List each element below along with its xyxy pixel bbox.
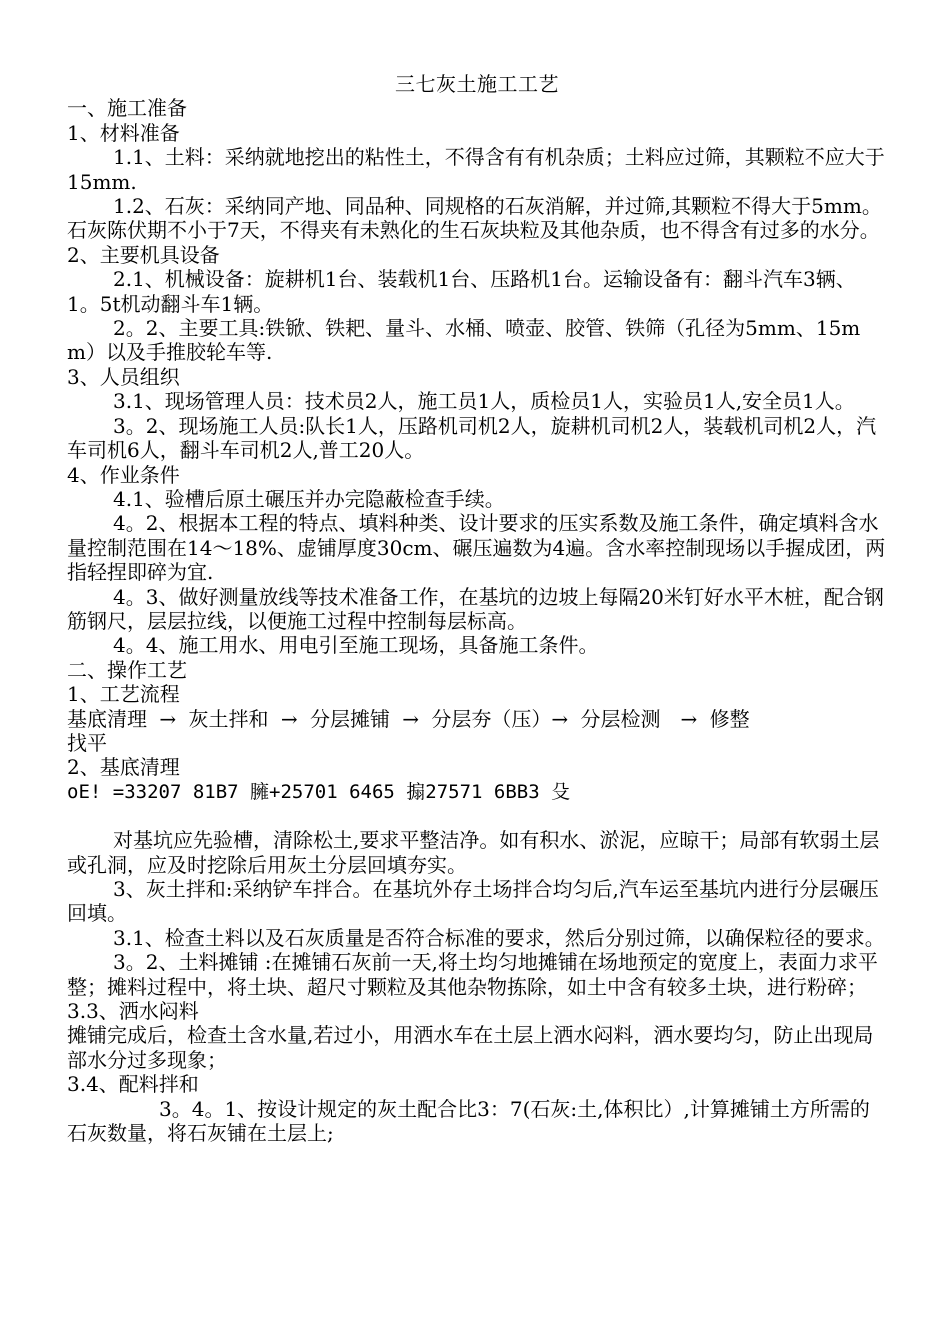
- paragraph: 3。2、现场施工人员:队长1人，压路机司机2人，旋耕机司机2人，装载机司机2人，汽车司机6人，翻斗车司机2人,普工20人。: [67, 413, 877, 463]
- paragraph: 2。2、主要工具:铁锨、铁耙、量斗、水桶、喷壶、胶管、铁筛（孔径为5mm、15mm）以及手推胶轮车等.: [67, 316, 861, 365]
- subsection-heading: 1、材料准备: [67, 120, 180, 145]
- section-heading: 一、施工准备: [67, 96, 187, 121]
- paragraph: 3。2、土料摊铺 :在摊铺石灰前一天,将土均匀地摊铺在场地预定的宽度上，表面力求平整；摊料过程中，将土块、超尺寸颗粒及其他杂物拣除，如土中含有较多土块，进行粉碎；: [67, 950, 878, 999]
- page-title: 三七灰土施工工艺: [395, 72, 559, 96]
- garbled-text-line: oE! =33207 81B7 臃+25701 6465 搧27571 6BB3 殳: [67, 780, 571, 803]
- section-heading: 二、操作工艺: [67, 657, 187, 682]
- blank-line: [67, 804, 887, 828]
- paragraph: 4.1、验槽后原土碾压并办完隐蔽检查手续。: [113, 486, 505, 511]
- subsection-heading: 1、工艺流程: [67, 682, 180, 707]
- document-body: [67, 72, 887, 1145]
- subsection-heading: 4、作业条件: [67, 462, 180, 487]
- paragraph: 3.1、检查土料以及石灰质量是否符合标准的要求，然后分别过筛，以确保粒径的要求。: [113, 925, 885, 950]
- subsection-heading: 3、人员组织: [67, 364, 180, 389]
- paragraph: 3、灰土拌和:采纳铲车拌合。在基坑外存土场拌合均匀后,汽车运至基坑内进行分层碾压回填。: [67, 877, 879, 926]
- subsection-heading: 3.4、配料拌和: [67, 1072, 199, 1097]
- paragraph: 2.1、机械设备：旋耕机1台、装载机1台、压路机1台。运输设备有：翻斗汽车3辆、1。5t机动翻斗车1辆。: [67, 267, 856, 316]
- subsection-heading: 2、主要机具设备: [67, 242, 220, 267]
- process-flow-continuation: 找平: [67, 730, 107, 755]
- paragraph: 对基坑应先验槽，清除松土,要求平整洁净。如有积水、淤泥，应晾干；局部有软弱土层或孔洞，应及时挖除后用灰土分层回填夯实。: [67, 828, 880, 877]
- subsection-heading: 2、基底清理: [67, 755, 180, 780]
- paragraph: 4。2、根据本工程的特点、填料种类、设计要求的压实系数及施工条件，确定填料含水量控制范围在14～18%、虚铺厚度30cm、碾压遍数为4遍。含水率控制现场以手握成团，两指轻捏即碎为宜.: [67, 511, 886, 585]
- subsection-heading: 3.3、洒水闷料: [67, 999, 199, 1024]
- paragraph: 3。4。1、按设计规定的灰土配合比3：7(石灰:土,体积比）,计算摊铺土方所需的石灰数量，将石灰铺在土层上;: [67, 1096, 870, 1146]
- paragraph: 1.2、石灰：采纳同产地、同品种、同规格的石灰消解，并过筛,其颗粒不得大于5mm。石灰陈伏期不小于7天，不得夹有未熟化的生石灰块粒及其他杂质，也不得含有过多的水分。: [67, 194, 882, 243]
- paragraph: 摊铺完成后，检查土含水量,若过小，用洒水车在土层上洒水闷料，洒水要均匀，防止出现局部水分过多现象；: [67, 1023, 874, 1072]
- paragraph: 4。3、做好测量放线等技术准备工作，在基坑的边坡上每隔20米钉好水平木桩，配合钢筋钢尺，层层拉线，以便施工过程中控制每层标高。: [67, 584, 884, 633]
- paragraph: 1.1、土料：采纳就地挖出的粘性土，不得含有有机杂质；土料应过筛，其颗粒不应大于15mm.: [67, 145, 885, 194]
- paragraph: 3.1、现场管理人员：技术员2人，施工员1人，质检员1人，实验员1人,安全员1人。: [113, 389, 855, 414]
- paragraph: 4。4、施工用水、用电引至施工现场，具备施工条件。: [113, 633, 599, 658]
- process-flow: 基底清理 → 灰土拌和 → 分层摊铺 → 分层夯（压）→ 分层检测 → 修整: [67, 706, 750, 731]
